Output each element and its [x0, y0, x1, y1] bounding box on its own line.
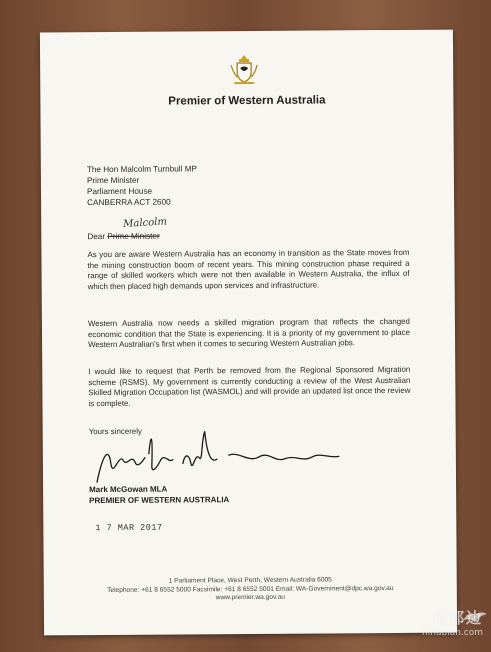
coat-of-arms-icon — [226, 51, 262, 87]
footer-line: Telephone: +61 8 6552 5000 Facsimile: +61 8 6552 5001 Email: WA-Government@dpc.wa.gov.au — [107, 584, 394, 594]
date-stamp: 1 7 MAR 2017 — [95, 522, 163, 534]
letter-page — [40, 30, 457, 636]
letter-footer — [44, 576, 457, 605]
body-paragraph: As you are aware Western Australia has an economy in transition as the State moves from the mining construction boom of recent years. This mining construction phase required a range of skilled workers which were not then available in Western Australia, the influx of which then placed high demands upon services and infrastructure. — [87, 247, 410, 291]
body-paragraph: Western Australia now needs a skilled migration program that reflects the changed economic condition that the State is experiencing. It is a priority of my government to place Western Australian's first when it comes to securing Western Australian jobs. — [87, 316, 411, 350]
footer-line: 1 Parliament Place, West Perth, Western Australia 6005 — [168, 576, 332, 585]
footer-line: www.premier.wa.gov.au — [215, 593, 285, 602]
signer-name: Mark McGowan MLA — [89, 484, 168, 495]
recipient-line: The Hon Malcolm Turnbull MP — [86, 164, 198, 175]
body-paragraph: I would like to request that Perth be removed from the Regional Sponsored Migration scheme (RSMS). My government is currently conducting a review of the West Australian Skilled Migration Occupation list (WASMOL) and will provide an updated list once the review is complete. — [88, 364, 411, 408]
salutation — [87, 232, 159, 242]
signer-block — [89, 483, 229, 506]
closing: Yours sincerely — [88, 426, 142, 437]
recipient-line: CANBERRA ACT 2600 — [87, 197, 171, 208]
salutation-struck: Prime Minister — [107, 231, 160, 241]
recipient-line: Parliament House — [86, 186, 153, 197]
letterhead-title: Premier of Western Australia — [168, 94, 326, 108]
watermark-en: hinabian.com — [422, 628, 483, 638]
watermark — [422, 607, 483, 638]
recipient-address — [87, 163, 197, 208]
handwritten-salutation: Malcolm — [122, 216, 168, 231]
recipient-line: Prime Minister — [86, 175, 140, 186]
salutation-prefix: Dear — [87, 231, 108, 242]
watermark-cn: 海那边 — [431, 609, 483, 627]
signer-title: PREMIER OF WESTERN AUSTRALIA — [89, 495, 230, 506]
